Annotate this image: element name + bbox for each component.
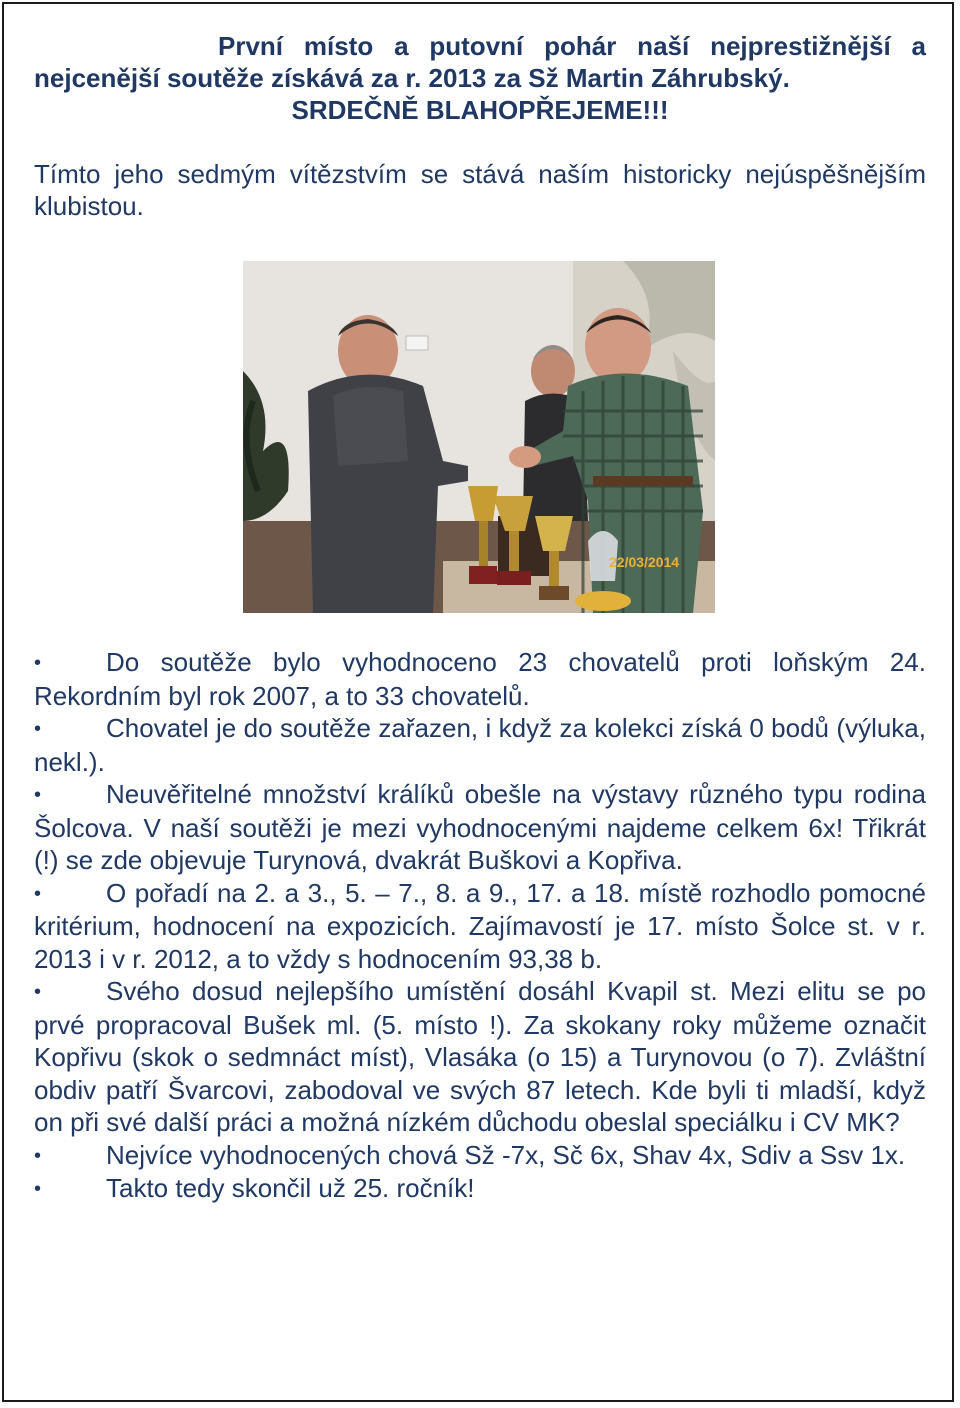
award-photo: [243, 261, 715, 613]
list-item: •Do soutěže bylo vyhodnoceno 23 chovatelů proti loňským 24. Rekordním byl rok 2007, a to 33 chovatelů.: [34, 646, 926, 712]
list-item: •Chovatel je do soutěže zařazen, i když za kolekci získá 0 bodů (výluka, nekl.).: [34, 712, 926, 778]
bullet-icon: [34, 975, 106, 1009]
bullet-icon: [34, 778, 106, 812]
heading-text: První místo a putovní pohár naší nejprestižnější a nejcenější soutěže získává za r. 2013 za Sž Martin Záhrubský.: [34, 31, 926, 93]
statistics-bullet-list: [34, 646, 926, 1206]
bullet-icon: [34, 646, 106, 680]
bullet-icon: [34, 712, 106, 746]
list-item: •Takto tedy skončil už 25. ročník!: [34, 1172, 926, 1206]
list-item: •Svého dosud nejlepšího umístění dosáhl Kvapil st. Mezi elitu se po prvé propracoval Bušek ml. (5. místo !). Za skokany roky můžeme označit Kopřivu (skok o sedmnáct míst), Vlasáka (o 15) a Turynovou (o 7). Zvláštní obdiv patří Švarcovi, zabodoval ve svých 87 letech. Kde byli ti mladší, když on při své další práci a možná nízkém důchodu obeslal speciálku i CV MK?: [34, 975, 926, 1139]
document-body: [34, 30, 926, 222]
list-item: •O pořadí na 2. a 3., 5. – 7., 8. a 9., 17. a 18. místě rozhodlo pomocné kritérium, hodnocení na expozicích. Zajímavostí je 17. místo Šolce st. v r. 2013 i v r. 2012, a to vždy s hodnocením 93,38 b.: [34, 877, 926, 976]
bullet-icon: [34, 877, 106, 911]
congratulations-text: SRDEČNĚ BLAHOPŘEJEME!!!: [291, 95, 669, 125]
list-item: •Nejvíce vyhodnocených chová Sž -7x, Sč 6x, Shav 4x, Sdiv a Ssv 1x.: [34, 1139, 926, 1173]
bullet-icon: [34, 1172, 106, 1206]
bullet-icon: [34, 1139, 106, 1173]
photo-date-stamp: 22/03/2014: [609, 554, 680, 570]
intro-paragraph: Tímto jeho sedmým vítězstvím se stává naším historicky nejúspěšnějším klubistou.: [34, 159, 926, 221]
list-item: •Neuvěřitelné množství králíků obešle na výstavy různého typu rodina Šolcova. V naší soutěži je mezi vyhodnocenými najdeme celkem 6x! Třikrát (!) se zde objevuje Turynová, dvakrát Buškovi a Kopřiva.: [34, 778, 926, 877]
